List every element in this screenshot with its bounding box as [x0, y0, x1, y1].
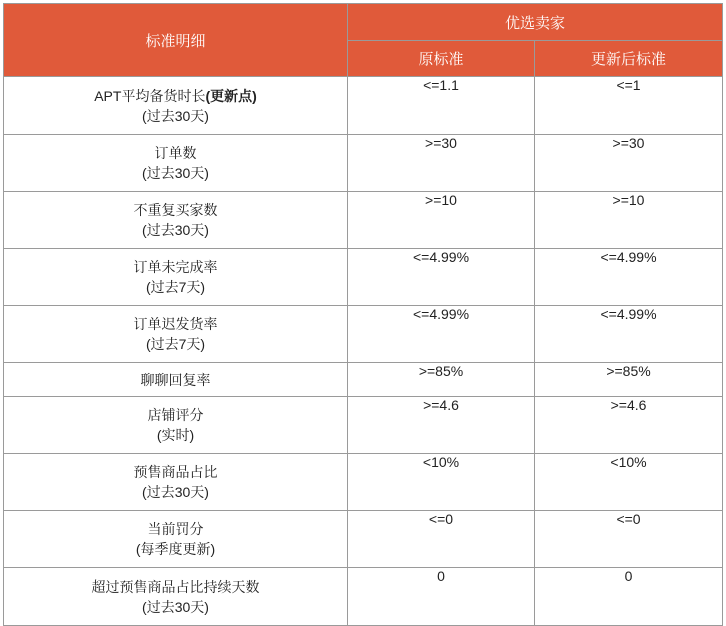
updated-standard-value: <10% — [535, 454, 723, 511]
table-row — [4, 511, 723, 568]
criteria-period-note: (过去7天) — [145, 279, 206, 295]
criteria-period-note: (过去7天) — [145, 336, 206, 352]
criteria-period-note: (过去30天) — [142, 107, 209, 124]
table-row — [4, 249, 723, 306]
original-standard-value: <=1.1 — [348, 77, 535, 135]
criteria-name-text: 聊聊回复率 — [140, 371, 211, 388]
criteria-name-text: 不重复买家数 — [133, 202, 218, 218]
criteria-name-text: 订单数 — [154, 145, 197, 161]
criteria-cell — [4, 511, 348, 568]
table-row — [4, 454, 723, 511]
criteria-cell — [4, 568, 348, 626]
updated-standard-value: >=85% — [535, 363, 723, 397]
original-standard-value: >=10 — [348, 192, 535, 249]
updated-standard-value: 0 — [535, 568, 723, 626]
table-row — [4, 363, 723, 397]
preferred-seller-header: 优选卖家 — [348, 4, 723, 41]
seller-standards-table — [3, 3, 723, 626]
criteria-cell — [4, 363, 348, 397]
original-standard-value: >=4.6 — [348, 397, 535, 454]
original-standard-value: <=0 — [348, 511, 535, 568]
criteria-name — [4, 143, 347, 163]
updated-standard-value: <=4.99% — [535, 306, 723, 363]
table-row — [4, 135, 723, 192]
criteria-period-note: (过去30天) — [142, 484, 209, 500]
criteria-period-note: (过去30天) — [142, 222, 209, 238]
updated-standard-value: >=30 — [535, 135, 723, 192]
updated-standard-header: 更新后标准 — [535, 41, 723, 77]
criteria-name-text: 当前罚分 — [147, 521, 204, 537]
criteria-period-note: (过去30天) — [142, 165, 209, 181]
criteria-name — [4, 314, 347, 334]
criteria-name — [4, 519, 347, 539]
updated-standard-value: >=10 — [535, 192, 723, 249]
criteria-period-note: (实时) — [156, 427, 195, 443]
criteria-name — [4, 257, 347, 277]
criteria-name-text: 超过预售商品占比持续天数 — [91, 578, 260, 595]
criteria-cell — [4, 397, 348, 454]
criteria-period-note: (每季度更新) — [135, 541, 216, 557]
table-body — [4, 77, 723, 626]
updated-standard-value: <=0 — [535, 511, 723, 568]
original-standard-value: 0 — [348, 568, 535, 626]
table-row — [4, 397, 723, 454]
table-row — [4, 77, 723, 135]
criteria-name — [4, 462, 347, 482]
table-row — [4, 306, 723, 363]
original-standard-value: >=85% — [348, 363, 535, 397]
criteria-cell — [4, 306, 348, 363]
criteria-name-text: 订单迟发货率 — [133, 316, 218, 332]
updated-standard-value: <=1 — [535, 77, 723, 135]
criteria-cell — [4, 192, 348, 249]
updated-standard-value: >=4.6 — [535, 397, 723, 454]
original-standard-value: >=30 — [348, 135, 535, 192]
original-standard-value: <=4.99% — [348, 306, 535, 363]
criteria-cell — [4, 135, 348, 192]
original-standard-header: 原标准 — [348, 41, 535, 77]
criteria-cell — [4, 454, 348, 511]
criteria-name-text: APT平均备货时长 — [94, 87, 206, 104]
original-standard-value: <10% — [348, 454, 535, 511]
update-point-tag: (更新点) — [205, 87, 257, 104]
criteria-name — [4, 577, 347, 597]
criteria-name-text: 订单未完成率 — [133, 259, 218, 275]
criteria-name — [4, 405, 347, 425]
criteria-cell — [4, 77, 348, 135]
criteria-name — [4, 86, 347, 106]
table-row — [4, 192, 723, 249]
criteria-name-text: 预售商品占比 — [133, 464, 218, 480]
table-row — [4, 568, 723, 626]
criteria-name-text: 店铺评分 — [147, 407, 204, 423]
criteria-cell — [4, 249, 348, 306]
criteria-header: 标准明细 — [4, 4, 348, 77]
criteria-name — [4, 200, 347, 220]
criteria-period-note: (过去30天) — [142, 598, 209, 615]
original-standard-value: <=4.99% — [348, 249, 535, 306]
criteria-name — [4, 370, 347, 390]
updated-standard-value: <=4.99% — [535, 249, 723, 306]
